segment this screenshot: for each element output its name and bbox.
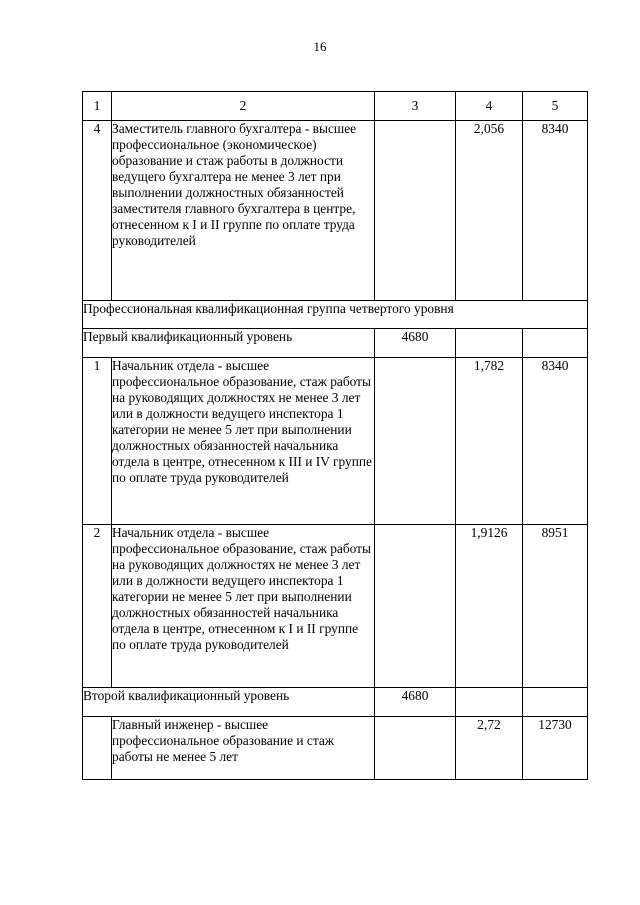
table-row [83,717,588,780]
position-description: Начальник отдела - высшее профессиональное образование, стаж работы на руководящих должностях не менее 3 лет или в должности ведущего инспектора 1 категории не менее 5 лет при выполнении должностных обязанностей начальника отдела в центре, отнесенном к I и II группе по оплате труда руководителей [112,525,375,688]
empty-cell [456,688,523,717]
qualification-level-value: 4680 [375,329,456,358]
position-description: Начальник отдела - высшее профессиональное образование, стаж работы на руководящих должностях не менее 3 лет или в должности ведущего инспектора 1 категории не менее 5 лет при выполнении должностных обязанностей начальника отдела в центре, отнесенном к III и IV группе по оплате труда руководителей [112,358,375,525]
empty-cell [456,329,523,358]
level-row [83,688,588,717]
header-cell-5: 5 [523,92,588,121]
salary-table [82,91,588,780]
row-number [83,717,112,780]
coefficient-cell: 2,72 [456,717,523,780]
header-cell-2: 2 [112,92,375,121]
coefficient-cell: 1,9126 [456,525,523,688]
group-header-row [83,301,588,329]
coefficient-cell: 1,782 [456,358,523,525]
table-header-row [83,92,588,121]
position-description: Заместитель главного бухгалтера - высшее профессиональное (экономическое) образование и стаж работы в должности ведущего бухгалтера не менее 3 лет при выполнении должностных обязанностей заместителя главного бухгалтера в центре, отнесенном к I и II группе по оплате труда руководителей [112,121,375,301]
base-salary-cell [375,525,456,688]
salary-cell: 8340 [523,358,588,525]
qualification-group-title: Профессиональная квалификационная группа четвертого уровня [83,301,588,329]
salary-cell: 8951 [523,525,588,688]
row-number: 1 [83,358,112,525]
position-description: Главный инженер - высшее профессиональное образование и стаж работы не менее 5 лет [112,717,375,780]
base-salary-cell [375,717,456,780]
header-cell-4: 4 [456,92,523,121]
qualification-level-label: Второй квалификационный уровень [83,688,375,717]
empty-cell [523,329,588,358]
level-row [83,329,588,358]
header-cell-1: 1 [83,92,112,121]
empty-cell [523,688,588,717]
salary-cell: 12730 [523,717,588,780]
coefficient-cell: 2,056 [456,121,523,301]
salary-cell: 8340 [523,121,588,301]
base-salary-cell [375,121,456,301]
page-number: 16 [313,39,327,54]
header-cell-3: 3 [375,92,456,121]
table-row [83,121,588,301]
qualification-level-value: 4680 [375,688,456,717]
qualification-level-label: Первый квалификационный уровень [83,329,375,358]
base-salary-cell [375,358,456,525]
row-number: 2 [83,525,112,688]
table-row [83,358,588,525]
table-row [83,525,588,688]
row-number: 4 [83,121,112,301]
